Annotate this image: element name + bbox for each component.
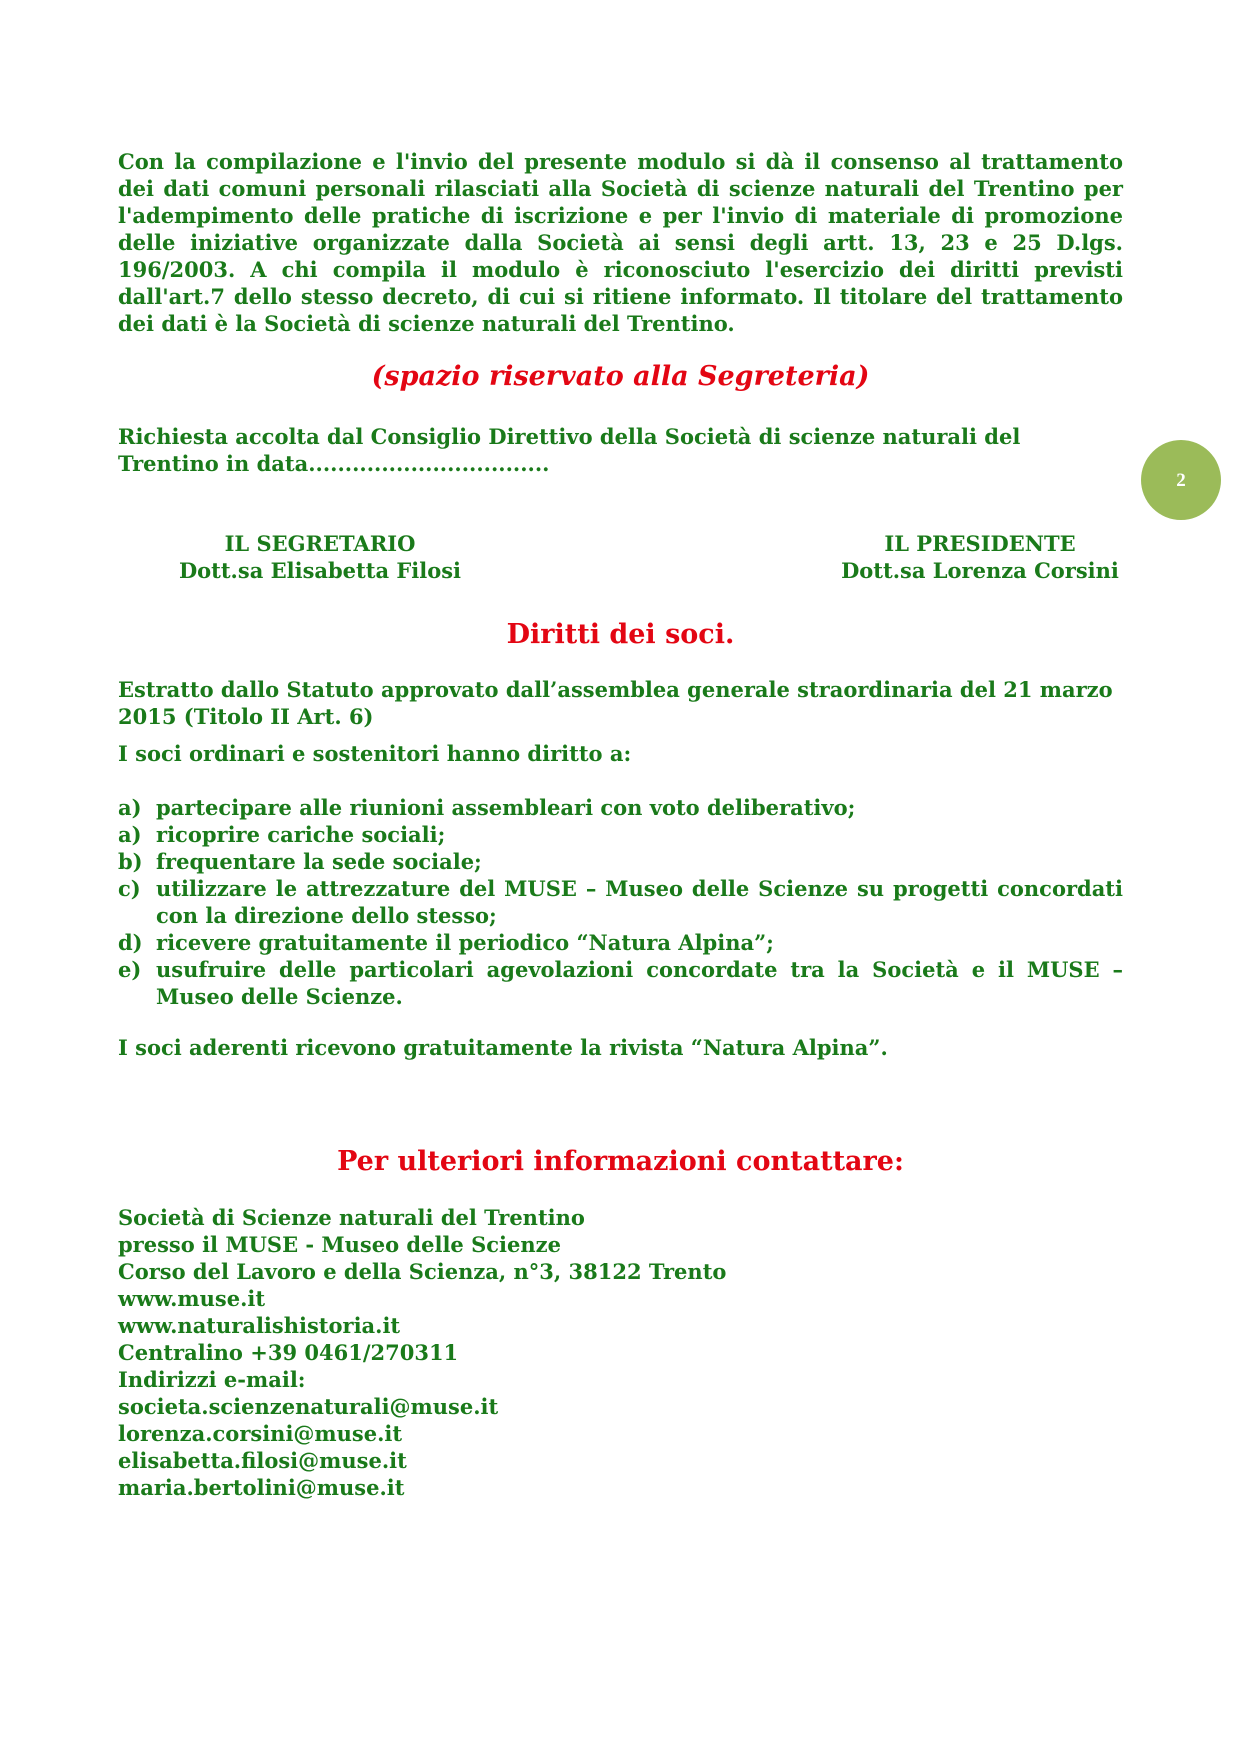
contact-phone: Centralino +39 0461/270311 xyxy=(118,1340,459,1365)
contact-address: Corso del Lavoro e della Scienza, n°3, 38122 Trento xyxy=(118,1259,727,1284)
email-link[interactable]: elisabetta.filosi@muse.it xyxy=(118,1448,407,1473)
list-item xyxy=(118,875,1123,929)
list-marker: c) xyxy=(118,876,141,901)
list-marker: a) xyxy=(118,822,142,847)
statute-excerpt: Estratto dallo Statuto approvato dall’assemblea generale straordinaria del 21 marzo 2015 (Titolo II Art. 6) xyxy=(118,677,1113,729)
email-link[interactable]: lorenza.corsini@muse.it xyxy=(118,1421,403,1446)
contact-location: presso il MUSE - Museo delle Scienze xyxy=(118,1232,561,1257)
list-item-text: utilizzare le attrezzature del MUSE – Museo delle Scienze su progetti concordati con la direzione dello stesso; xyxy=(156,876,1123,928)
contact-org: Società di Scienze naturali del Trentino xyxy=(118,1205,585,1230)
list-item xyxy=(118,956,1123,1010)
website-link[interactable]: www.naturalishistoria.it xyxy=(118,1313,401,1338)
list-item xyxy=(118,794,1123,821)
list-marker: d) xyxy=(118,930,143,955)
website-link[interactable]: www.muse.it xyxy=(118,1286,266,1311)
secretary-signature xyxy=(150,530,490,584)
contact-heading: Per ulteriori informazioni contattare: xyxy=(337,1146,904,1177)
email-label: Indirizzi e-mail: xyxy=(118,1367,306,1392)
president-name: Dott.sa Lorenza Corsini xyxy=(841,558,1119,583)
secretary-name: Dott.sa Elisabetta Filosi xyxy=(178,558,462,583)
contact-block xyxy=(118,1204,1123,1501)
list-item-text: usufruire delle particolari agevolazioni concordate tra la Società e il MUSE – Museo delle Scienze. xyxy=(156,957,1123,1009)
request-line-1: Richiesta accolta dal Consiglio Direttivo della Società di scienze naturali del xyxy=(118,424,1021,449)
president-title: IL PRESIDENTE xyxy=(884,531,1076,556)
adherents-note: I soci aderenti ricevono gratuitamente la rivista “Natura Alpina”. xyxy=(118,1035,888,1060)
president-signature xyxy=(810,530,1150,584)
list-marker: b) xyxy=(118,849,143,874)
email-link[interactable]: societa.scienzenaturali@muse.it xyxy=(118,1394,499,1419)
list-item-text: partecipare alle riunioni assembleari con voto deliberativo; xyxy=(156,795,856,820)
secretary-title: IL SEGRETARIO xyxy=(224,531,416,556)
list-marker: a) xyxy=(118,795,142,820)
reserved-heading: (spazio riservato alla Segreteria) xyxy=(371,361,870,392)
email-link[interactable]: maria.bertolini@muse.it xyxy=(118,1475,405,1500)
consent-paragraph: Con la compilazione e l'invio del presente modulo si dà il consenso al trattamento dei dati comuni personali rilasciati alla Società di scienze naturali del Trentino per l'adempimento delle pratiche di iscrizione e per l'invio di materiale di promozione delle iniziative organizzate dalla Società ai sensi degli artt. 13, 23 e 25 D.lgs. 196/2003. A chi compila il modulo è riconosciuto l'esercizio dei diritti previsti dall'art.7 dello stesso decreto, di cui si ritiene informato. Il titolare del trattamento dei dati è la Società di scienze naturali del Trentino. xyxy=(118,149,1123,336)
rights-list xyxy=(118,794,1123,1010)
list-item xyxy=(118,929,1123,956)
list-item-text: ricoprire cariche sociali; xyxy=(156,822,446,847)
list-item xyxy=(118,821,1123,848)
list-item-text: frequentare la sede sociale; xyxy=(156,849,482,874)
list-item xyxy=(118,848,1123,875)
list-item-text: ricevere gratuitamente il periodico “Natura Alpina”; xyxy=(156,930,774,955)
rights-heading: Diritti dei soci. xyxy=(506,619,735,650)
rights-intro: I soci ordinari e sostenitori hanno diritto a: xyxy=(118,741,632,766)
request-approval xyxy=(118,423,1123,477)
page-number-badge: 2 xyxy=(1141,440,1221,520)
list-marker: e) xyxy=(118,957,142,982)
request-line-2: Trentino in data................................. xyxy=(118,451,550,476)
